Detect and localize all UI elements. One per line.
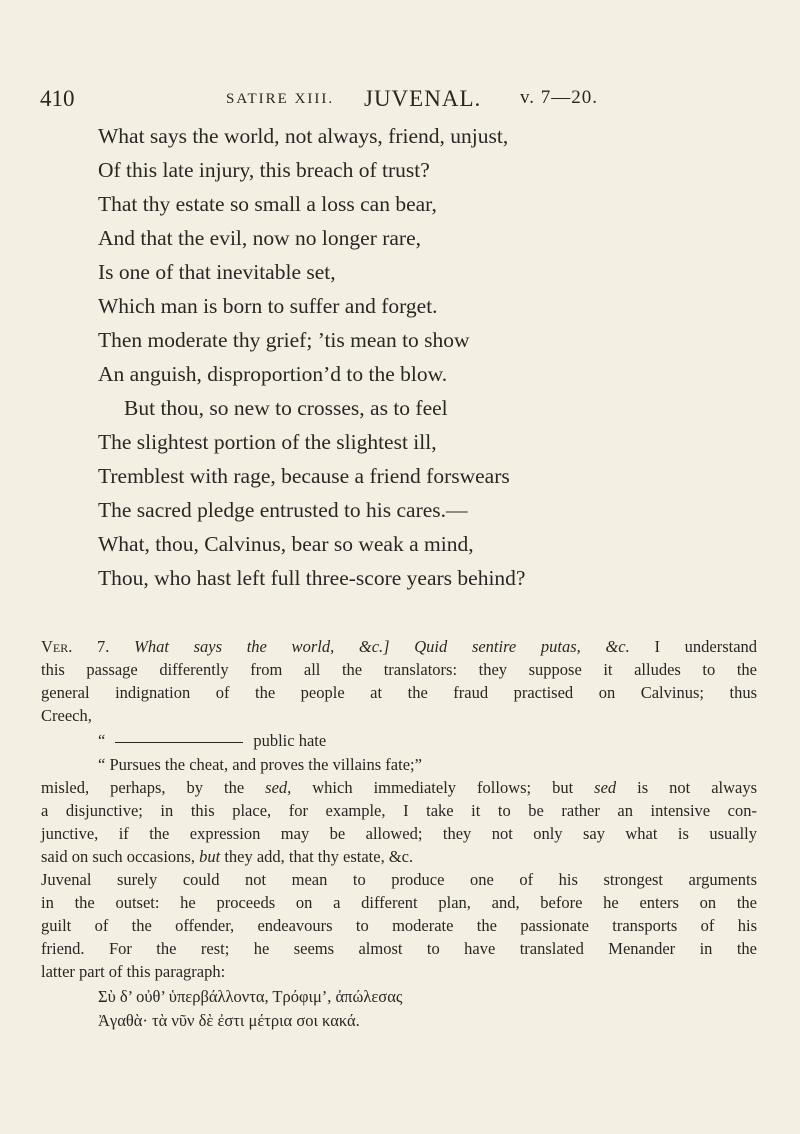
open-quote: “ (98, 731, 106, 750)
quote-line (98, 731, 326, 751)
note-line (41, 637, 757, 657)
greek-quote-line: Ἀγαθὰ· τὰ νῦν δὲ ἐστι μέτρια σοι κακά. (98, 1011, 360, 1030)
note-line: Juvenal surely could not mean to produce one of his strongest arguments (41, 870, 757, 889)
note-text: said on such occasions, (41, 847, 195, 866)
poem-line: Tremblest with rage, because a friend forswears (98, 464, 510, 488)
author-heading: JUVENAL. (364, 86, 482, 111)
note-line: guilt of the offender, endeavours to moderate the passionate transports of his (41, 916, 757, 935)
latin-quote: Quid sentire putas, &c. (414, 637, 630, 656)
poem-line: The sacred pledge entrusted to his cares.— (98, 498, 468, 522)
greek-quote-line: Σὺ δ’ οὐθ’ ὑπερβάλλοντα, Τρόφιμ’, ἀπώλεσας (98, 987, 403, 1006)
note-line: junctive, if the expression may be allowed; they not only say what is usually (41, 824, 757, 843)
note-line: a disjunctive; in this place, for example, I take it to be rather an intensive con- (41, 801, 757, 820)
note-line (41, 778, 757, 798)
poem-line: And that the evil, now no longer rare, (98, 226, 422, 250)
poem-line: The slightest portion of the slightest ill, (98, 430, 437, 454)
verse-range: v. 7—20. (520, 87, 599, 108)
note-lemma: What says the world, &c.] (134, 637, 390, 656)
note-text: misled, perhaps, by the (41, 778, 245, 797)
poem-line: Is one of that inevitable set, (98, 260, 336, 284)
poem-line: Thou, who hast left full three-score years behind? (98, 566, 526, 590)
page-number: 410 (40, 86, 75, 111)
note-text: they add, that thy estate, &c. (224, 847, 414, 866)
poem-line: Of this late injury, this breach of trust? (98, 158, 430, 182)
quote-line: “ Pursues the cheat, and proves the villains fate;” (98, 755, 422, 774)
verse-reference: Ver. 7. (41, 637, 110, 656)
poem-line: Then moderate thy grief; ’tis mean to show (98, 328, 470, 352)
italic-word: sed, (265, 778, 292, 797)
poem-line: Which man is born to suffer and forget. (98, 294, 438, 318)
satire-heading: SATIRE XIII. (226, 91, 335, 107)
running-header (0, 86, 800, 116)
note-line: latter part of this paragraph: (41, 962, 226, 981)
note-line: in the outset: he proceeds on a different plan, and, before he enters on the (41, 893, 757, 912)
note-line: general indignation of the people at the fraud practised on Calvinus; thus (41, 683, 757, 702)
note-line (41, 847, 413, 867)
note-text: which immediately follows; but (312, 778, 574, 797)
note-line: friend. For the rest; he seems almost to have translated Menander in the (41, 939, 757, 958)
poem-line: What, thou, Calvinus, bear so weak a mind, (98, 532, 474, 556)
poem-line: That thy estate so small a loss can bear, (98, 192, 437, 216)
poem-line: But thou, so new to crosses, as to feel (124, 396, 448, 420)
poem-line: An anguish, disproportion’d to the blow. (98, 362, 448, 386)
poem-line: What says the world, not always, friend, unjust, (98, 124, 509, 148)
note-text: I understand (654, 637, 758, 656)
italic-word: but (199, 847, 221, 866)
quote-ellipsis-rule (115, 742, 243, 743)
quote-text: public hate (253, 731, 327, 750)
note-text: is not always (637, 778, 758, 797)
italic-word: sed (594, 778, 617, 797)
note-line: this passage differently from all the translators: they suppose it alludes to the (41, 660, 757, 679)
note-line: Creech, (41, 706, 92, 725)
